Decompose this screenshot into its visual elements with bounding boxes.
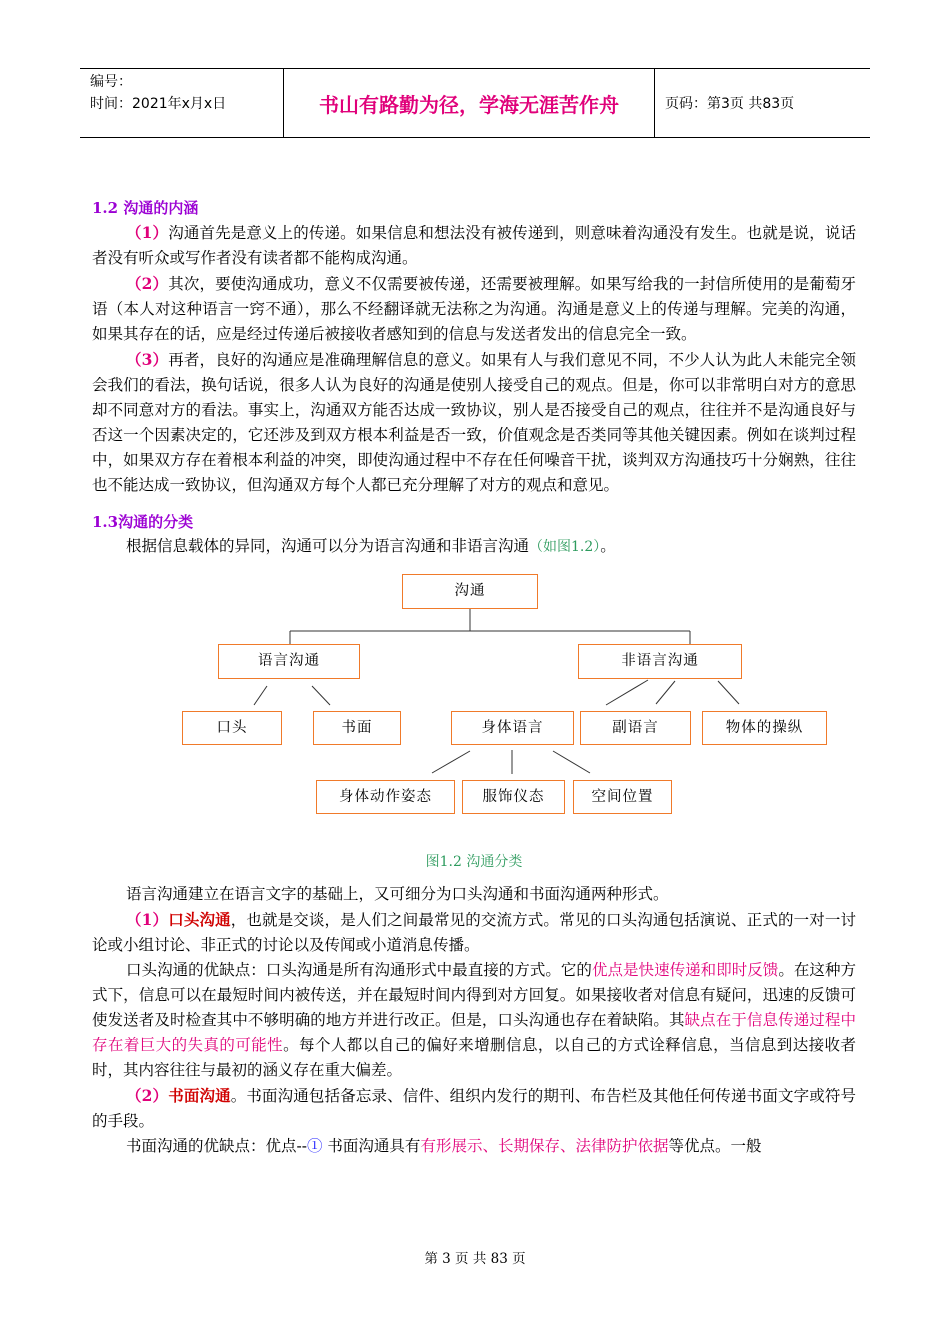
item-number: （3） bbox=[126, 350, 169, 369]
paragraph-text: 书面沟通的优缺点：优点-- bbox=[126, 1137, 307, 1155]
connector-line bbox=[606, 680, 648, 705]
paragraph bbox=[92, 907, 856, 958]
node-paralanguage: 副语言 bbox=[580, 711, 691, 745]
paragraph-text: 。书面沟通包括备忘录、信件、组织内发行的期刊、布告栏及其他任何传递书面文字或符号的手段。 bbox=[92, 1087, 856, 1130]
paragraph-text: ，也就是交谈，是人们之间最常见的交流方式。常见的口头沟通包括演说、正式的一对一讨论或小组讨论、非正式的讨论以及传闻或小道消息传播。 bbox=[92, 911, 856, 954]
section-heading-1-3: 1.3沟通的分类 bbox=[92, 513, 194, 531]
paragraph-text: 语言沟通建立在语言文字的基础上，又可细分为口头沟通和书面沟通两种形式。 bbox=[126, 885, 669, 903]
paragraph-text: 根据信息载体的异同，沟通可以分为语言沟通和非语言沟通 bbox=[126, 537, 530, 555]
item-number: （1） bbox=[126, 223, 169, 242]
node-space: 空间位置 bbox=[573, 780, 672, 814]
node-gestures: 身体动作姿态 bbox=[316, 780, 455, 814]
connector-line bbox=[718, 681, 739, 704]
header-page-code: 页码：第3页 共83页 bbox=[665, 96, 795, 112]
paragraph bbox=[92, 1083, 856, 1134]
paragraph-text: 再者，良好的沟通应是准确理解信息的意义。如果有人与我们意见不同，不少人认为此人未能完全领会我们的看法，换句话说，很多人认为良好的沟通是使别人接受自己的观点。但是，你可以非常明白对方的意思却不同意对方的看法。事实上，沟通双方能否达成一致协议，别人是否接受自己的观点，往往并不是沟通良好与否这一个因素决定的，它还涉及到双方根本利益是否一致，价值观念是否类同等其他关键因素。例如在谈判过程中，如果双方存在着根本利益的冲突，即使沟通过程中不存在任何噪音干扰，谈判双方沟通技巧十分娴熟，往往也不能达成一致协议，但沟通双方每个人都已充分理解了对方的观点和意见。 bbox=[92, 351, 856, 494]
node-root: 沟通 bbox=[402, 574, 538, 609]
figure-caption: 图1.2 沟通分类 bbox=[425, 854, 523, 870]
paragraph-text: 。在这种方式下，信息可以在最短时间内被传送，并在最短时间内得到对方回复。如果接收者对信息有疑问，迅速的反馈可使发送者及时检查其中不够明确的地方并进行改正。但是，口头沟通也存在着缺陷。其 bbox=[92, 961, 856, 1029]
item-number: （1） bbox=[126, 910, 169, 929]
page-footer: 第 3 页 共 83 页 bbox=[424, 1251, 526, 1267]
highlight-text: 优点是快速传递和即时反馈 bbox=[591, 961, 779, 979]
node-written: 书面 bbox=[313, 711, 401, 745]
paragraph-text: 书面沟通具有 bbox=[322, 1137, 421, 1155]
node-verbal: 语言沟通 bbox=[218, 644, 360, 679]
header-motto: 书山有路勤为径，学海无涯苦作舟 bbox=[283, 69, 655, 137]
paragraph-text: 。 bbox=[600, 537, 616, 555]
node-oral: 口头 bbox=[182, 711, 282, 745]
header-left bbox=[80, 69, 283, 137]
node-nonverbal: 非语言沟通 bbox=[578, 644, 742, 679]
item-number: （2） bbox=[126, 1086, 169, 1105]
page-content bbox=[92, 196, 856, 1159]
highlight-text: 有形展示、长期保存、法律防护依据 bbox=[420, 1137, 669, 1155]
paragraph bbox=[92, 882, 856, 907]
figure-reference: （如图1.2） bbox=[529, 539, 601, 555]
document-number-label: 编号： bbox=[90, 74, 132, 90]
paragraph bbox=[92, 347, 856, 498]
paragraph bbox=[92, 220, 856, 271]
circled-number: ① bbox=[306, 1137, 323, 1155]
paragraph bbox=[92, 534, 856, 560]
connector-line bbox=[553, 751, 590, 773]
page-header bbox=[80, 68, 870, 138]
node-attire: 服饰仪态 bbox=[462, 780, 565, 814]
connector-line bbox=[656, 681, 675, 704]
paragraph bbox=[92, 958, 856, 1083]
connector-line bbox=[312, 686, 330, 705]
highlight-text: 缺点在于信息传递过程中存在着巨大的失真的可能性 bbox=[92, 1011, 856, 1054]
paragraph bbox=[92, 271, 856, 347]
term-written: 书面沟通 bbox=[168, 1086, 231, 1105]
node-objects: 物体的操纵 bbox=[702, 711, 827, 745]
paragraph-text: 等优点。一般 bbox=[668, 1137, 762, 1155]
paragraph bbox=[92, 1134, 856, 1159]
node-body-language: 身体语言 bbox=[451, 711, 574, 745]
document-date: 时间：2021年x月x日 bbox=[90, 96, 227, 112]
section-heading-1-2: 1.2 沟通的内涵 bbox=[92, 199, 199, 217]
paragraph-text: 口头沟通的优缺点：口头沟通是所有沟通形式中最直接的方式。它的 bbox=[126, 961, 592, 979]
connector-line bbox=[432, 751, 470, 773]
paragraph-text: 。每个人都以自己的偏好来增删信息，以自己的方式诠释信息，当信息到达接收者时，其内容往往与最初的涵义存在重大偏差。 bbox=[92, 1036, 856, 1079]
item-number: （2） bbox=[126, 274, 169, 293]
paragraph-text: 沟通首先是意义上的传递。如果信息和想法没有被传递到，则意味着沟通没有发生。也就是说，说话者没有听众或写作者没有读者都不能构成沟通。 bbox=[92, 224, 856, 267]
term-oral: 口头沟通 bbox=[168, 910, 231, 929]
connector-line bbox=[254, 686, 267, 705]
communication-classification-diagram bbox=[92, 560, 856, 882]
paragraph-text: 其次，要使沟通成功，意义不仅需要被传递，还需要被理解。如果写给我的一封信所使用的是葡萄牙语（本人对这种语言一窍不通），那么不经翻译就无法称之为沟通。沟通是意义上的传递与理解。完美的沟通，如果其存在的话，应是经过传递后被接收者感知到的信息与发送者发出的信息完全一致。 bbox=[92, 275, 856, 343]
